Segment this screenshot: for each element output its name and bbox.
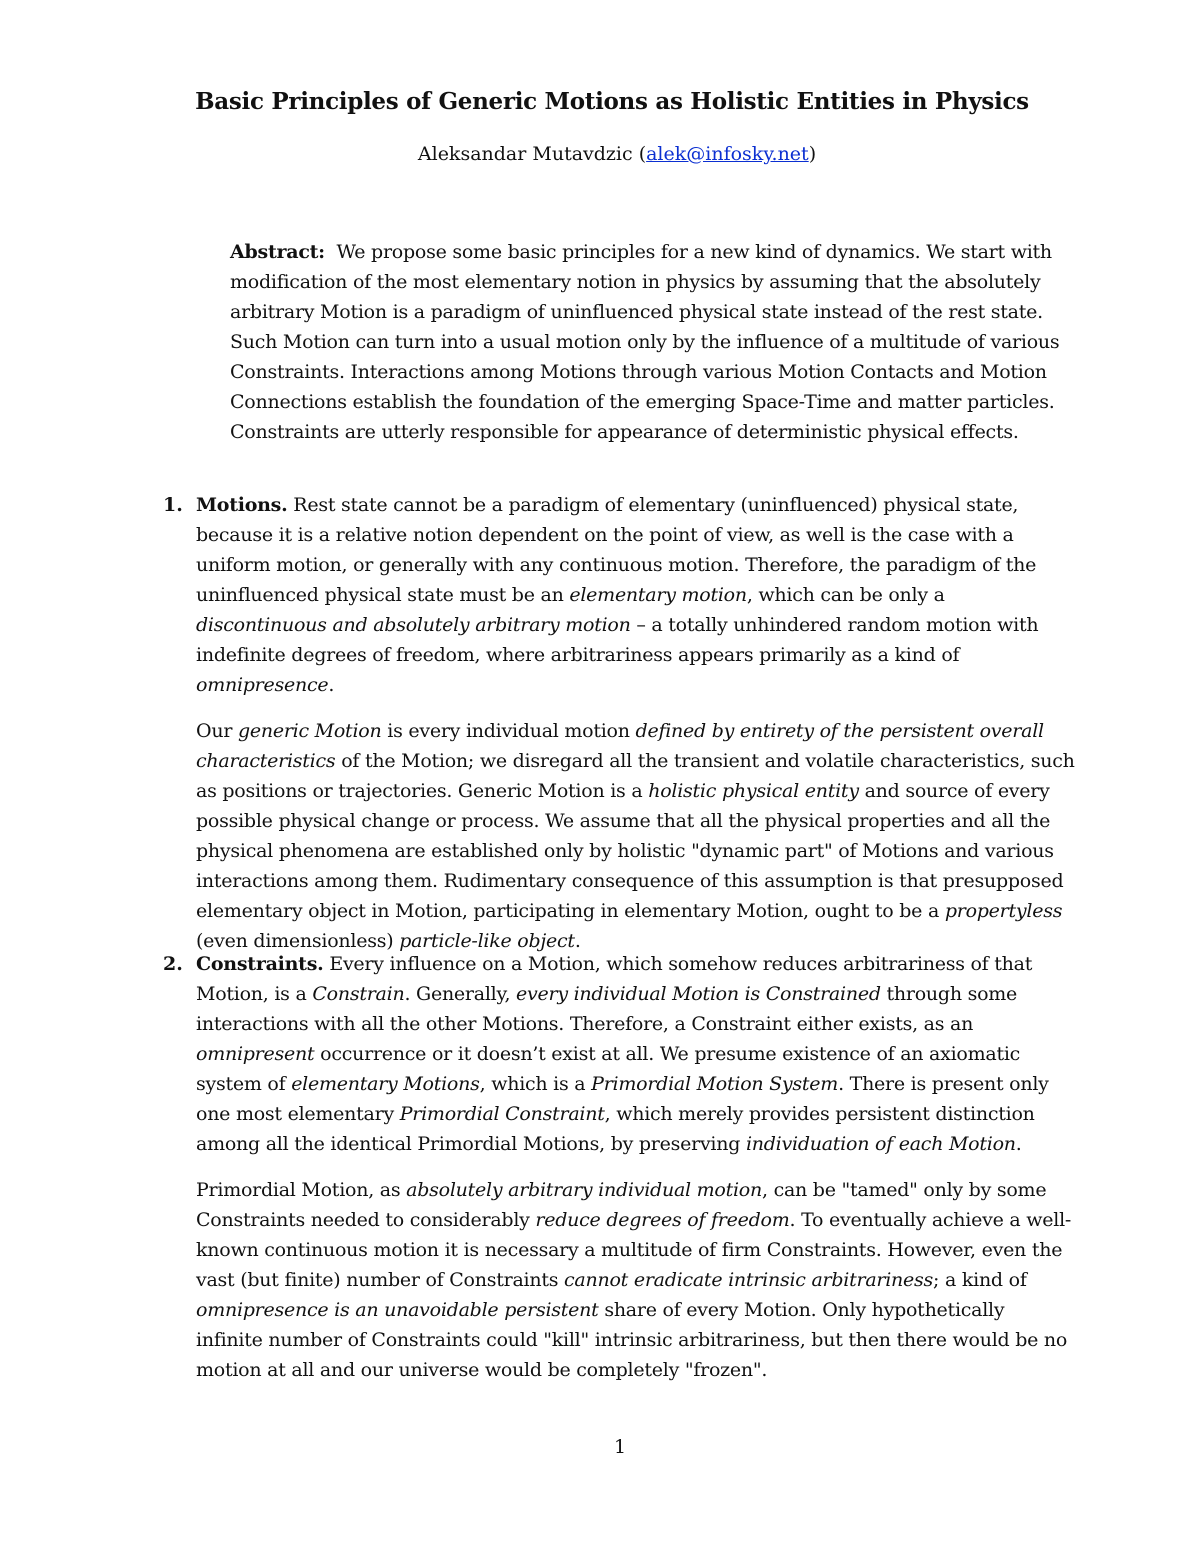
emphasis-run: particle-like object — [399, 930, 575, 952]
emphasis-run: Primordial Constraint — [399, 1103, 605, 1125]
text-run: through some interactions with all the other Motions. Therefore, a Constraint either exists, as an — [196, 983, 1018, 1035]
emphasis-run: omnipresence — [196, 674, 329, 696]
abstract-text: We propose some basic principles for a new kind of dynamics. We start with modification of the most elementary notion in physics by assuming that the absolutely arbitrary Motion is a paradigm of uninfluenced physical state instead of the rest state. Such Motion can turn into a usual motion only by the influence of a multitude of various Constraints. Interactions among Motions through various Motion Contacts and Motion Connections establish the foundation of the emerging Space-Time and matter particles. Constraints are utterly responsible for appearance of deterministic physical effects. — [230, 241, 1060, 443]
emphasis-run: individuation of each Motion — [745, 1133, 1016, 1155]
close-paren: ) — [808, 143, 817, 165]
emphasis-run: cannot eradicate intrinsic arbitrariness — [564, 1269, 934, 1291]
emphasis-run: omnipresent — [196, 1043, 315, 1065]
text-run: of the Motion; we disregard all the transient and volatile characteristics, such as positions or trajectories. Generic Motion is a — [196, 750, 1075, 802]
text-run: , can be "tamed" only by some Constraints needed to considerably — [196, 1179, 1047, 1231]
emphasis-run: reduce degrees of freedom — [535, 1209, 790, 1231]
text-run: , which can be only a — [746, 584, 945, 606]
section-constraints — [163, 949, 1075, 1385]
author-line — [0, 143, 1200, 165]
abstract-label: Abstract: — [230, 241, 325, 263]
section-motions — [163, 490, 1075, 956]
text-run: and source of every possible physical change or process. We assume that all the physical properties and all the physical phenomena are established only by holistic "dynamic part" of Motions and various interactions among them. Rudimentary consequence of this assumption is that presupposed elementary object in Motion, participating in elementary Motion, ought to be a — [196, 780, 1064, 922]
emphasis-run: absolutely arbitrary individual motion — [406, 1179, 762, 1201]
paper-title: Basic Principles of Generic Motions as Holistic Entities in Physics — [195, 88, 1029, 115]
text-run: is every individual motion — [381, 720, 636, 742]
text-run: ; a kind of — [933, 1269, 1027, 1291]
text-run: . — [328, 674, 335, 696]
emphasis-run: generic Motion — [237, 720, 382, 742]
text-run: , which is a — [479, 1073, 592, 1095]
text-run: Rest state cannot be a paradigm of elementary (uninfluenced) physical state, because it is a relative notion dependent on the point of view, as well is the case with a uniform motion, or generally with any continuous motion. Therefore, the paradigm of the uninfluenced physical state must be an — [196, 494, 1037, 606]
emphasis-run: Primordial Motion System — [591, 1073, 839, 1095]
abstract — [230, 237, 1075, 447]
text-run: . There is present only one most elementary — [196, 1073, 1049, 1125]
emphasis-run: discontinuous and absolutely arbitrary motion — [196, 614, 631, 636]
text-run: . — [574, 930, 581, 952]
text-run: share of every Motion. Only hypothetically infinite number of Constraints could "kill" intrinsic arbitrariness, but then there would be no motion at all and our universe would be completely "frozen". — [196, 1299, 1068, 1381]
section-paragraph — [196, 1175, 1075, 1385]
text-run: . Generally, — [404, 983, 517, 1005]
section-heading: Constraints. — [196, 953, 324, 975]
author-email-link[interactable]: alek@infosky.net — [646, 143, 809, 165]
emphasis-run: elementary motion — [569, 584, 747, 606]
text-run: . To eventually achieve a well-known continuous motion it is necessary a multitude of firm Constraints. However, even the vast (but finite) number of Constraints — [196, 1209, 1072, 1291]
author-name: Aleksandar Mutavdzic — [417, 143, 633, 165]
text-run: , which merely provides persistent distinction among all the identical Primordial Motions, by preserving — [196, 1103, 1035, 1155]
text-run: (even dimensionless) — [196, 930, 400, 952]
page-number: 1 — [613, 1436, 627, 1458]
text-run: – a totally unhindered random motion with indefinite degrees of freedom, where arbitrariness appears primarily as a kind of — [196, 614, 1039, 666]
emphasis-run: propertyless — [944, 900, 1063, 922]
emphasis-run: every individual Motion is Constrained — [516, 983, 881, 1005]
text-run: occurrence or it doesn’t exist at all. We presume existence of an axiomatic system of — [196, 1043, 1021, 1095]
emphasis-run: holistic physical entity — [648, 780, 859, 802]
text-run: . — [1015, 1133, 1022, 1155]
emphasis-run: omnipresence is an unavoidable persistent — [196, 1299, 599, 1321]
section-heading: Motions. — [196, 494, 288, 516]
emphasis-run: elementary Motions — [291, 1073, 480, 1095]
text-run: Our — [196, 720, 238, 742]
open-paren: ( — [632, 143, 647, 165]
section-paragraph — [196, 490, 1075, 700]
text-run: Every influence on a Motion, which somehow reduces arbitrariness of that Motion, is a — [196, 953, 1033, 1005]
section-number: 2. — [163, 953, 183, 975]
section-paragraph — [196, 716, 1075, 956]
section-paragraph — [196, 949, 1075, 1159]
emphasis-run: Constrain — [312, 983, 405, 1005]
section-number: 1. — [163, 494, 183, 516]
emphasis-run: defined by entirety of the persistent overall characteristics — [196, 720, 1044, 772]
text-run: Primordial Motion, as — [196, 1179, 407, 1201]
